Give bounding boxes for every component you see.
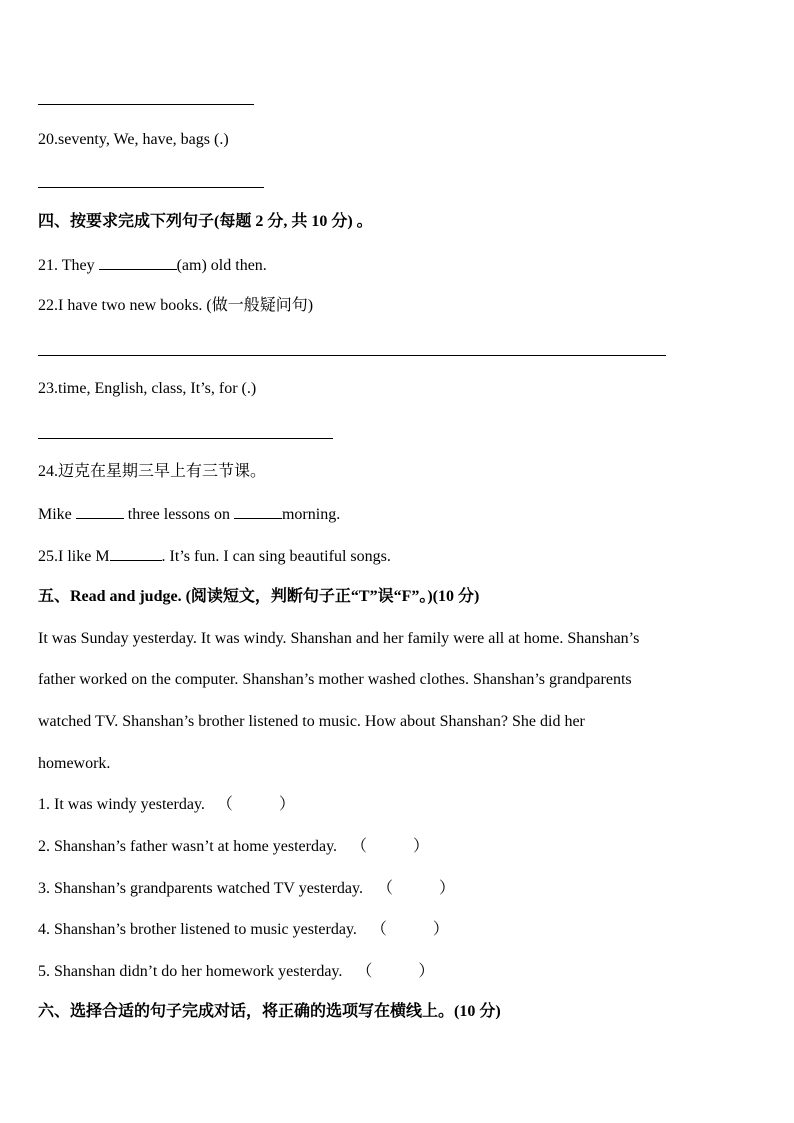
answer-paren-3[interactable]: [377, 879, 455, 899]
question-24-text-c: morning.: [281, 506, 341, 523]
answer-paren-1[interactable]: [217, 795, 295, 815]
passage-line-1: It was Sunday yesterday. It was windy. Shanshan and her family were all at home. Shanshan’s: [38, 630, 640, 647]
question-21: [38, 255, 267, 276]
judge-item-text: 2. Shanshan’s father wasn’t at home yesterday.: [38, 838, 338, 855]
judge-item-2: [38, 837, 429, 857]
paren-close: ）: [413, 838, 430, 855]
paren-open: （: [370, 921, 387, 938]
answer-line-22[interactable]: [38, 355, 666, 356]
paren-open: （: [351, 838, 368, 855]
paren-close: ）: [438, 880, 455, 897]
answer-paren-4[interactable]: [371, 920, 449, 940]
answer-line-20[interactable]: [38, 187, 264, 188]
question-21-text-a: 21. They: [38, 257, 95, 274]
judge-item-text: 4. Shanshan’s brother listened to music yesterday.: [38, 921, 357, 938]
question-24: [38, 504, 340, 525]
paren-close: ）: [418, 963, 435, 980]
answer-blank-24b[interactable]: [234, 504, 282, 519]
question-25: [38, 546, 391, 567]
paren-close: ）: [432, 921, 449, 938]
section-4-heading: 四、按要求完成下列句子(每题 2 分, 共 10 分) 。: [38, 213, 373, 230]
judge-item-3: [38, 879, 455, 899]
answer-blank-21[interactable]: [99, 255, 177, 270]
question-22: 22.I have two new books. (做一般疑问句): [38, 297, 314, 314]
section-6-heading: 六、选择合适的句子完成对话，将正确的选项写在横线上。(10 分): [38, 1003, 501, 1020]
question-25-text-b: . It’s fun. I can sing beautiful songs.: [161, 548, 391, 565]
answer-blank-24a[interactable]: [76, 504, 124, 519]
question-24-text-a: Mike: [38, 506, 72, 523]
judge-item-text: 3. Shanshan’s grandparents watched TV yesterday.: [38, 880, 363, 897]
passage-line-2: father worked on the computer. Shanshan’s mother washed clothes. Shanshan’s grandparents: [38, 671, 632, 688]
paren-open: （: [216, 796, 233, 813]
paren-close: ）: [278, 796, 295, 813]
judge-item-text: 1. It was windy yesterday.: [38, 796, 205, 813]
question-25-text-a: 25.I like M: [38, 548, 110, 565]
judge-item-text: 5. Shanshan didn’t do her homework yesterday.: [38, 963, 343, 980]
section-5-heading: 五、Read and judge. (阅读短文，判断句子正“T”误“F”。)(10 分): [38, 588, 480, 605]
passage-line-3: watched TV. Shanshan’s brother listened to music. How about Shanshan? She did her: [38, 713, 585, 730]
paren-open: （: [376, 880, 393, 897]
judge-item-4: [38, 920, 449, 940]
answer-paren-5[interactable]: [356, 962, 434, 982]
paren-open: （: [356, 963, 373, 980]
answer-line-23[interactable]: [38, 438, 333, 439]
answer-paren-2[interactable]: [351, 837, 429, 857]
question-24-chinese: 24.迈克在星期三早上有三节课。: [38, 463, 267, 480]
judge-item-1: [38, 795, 295, 815]
answer-blank-25[interactable]: [110, 546, 162, 561]
question-21-text-b: (am) old then.: [176, 257, 267, 274]
question-20: 20.seventy, We, have, bags (.): [38, 131, 229, 148]
judge-item-5: [38, 962, 434, 982]
question-24-text-b: three lessons on: [127, 506, 230, 523]
question-23: 23.time, English, class, It’s, for (.): [38, 380, 257, 397]
passage-line-4: homework.: [38, 755, 111, 772]
answer-line-19[interactable]: [38, 104, 254, 105]
